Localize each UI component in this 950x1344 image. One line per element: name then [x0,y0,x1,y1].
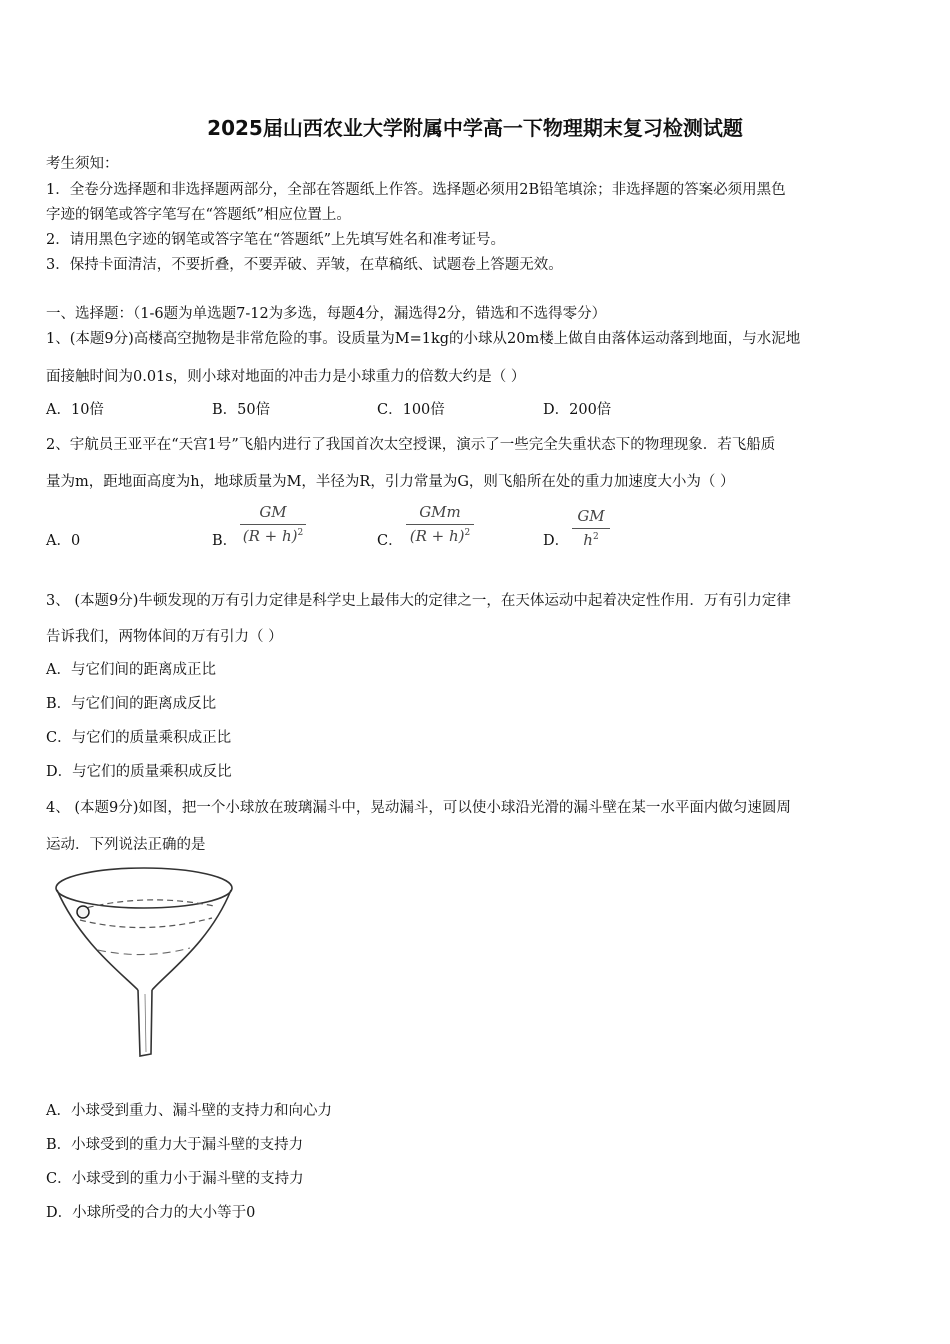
page-title: 2025届山西农业大学附属中学高一下物理期末复习检测试题 [207,116,743,140]
question-4-option-d: D．小球所受的合力的大小等于0 [46,1205,256,1221]
funnel-diagram [50,862,240,1060]
question-2-option-c-formula [406,503,474,545]
section-heading: 一、选择题：（1-6题为单选题7-12为多选，每题4分，漏选得2分，错选和不选得零分） [46,306,607,322]
question-2-option-a: A．0 [46,533,81,549]
question-1-line-1: 1、(本题9分)高楼高空抛物是非常危险的事。设质量为M=1kg的小球从20m楼上做自由落体运动落到地面，与水泥地 [46,331,801,347]
formula-c-denominator: (R + h) [409,527,465,545]
question-2-line-1: 2、宇航员王亚平在“天宫1号”飞船内进行了我国首次太空授课，演示了一些完全失重状态下的物理现象．若飞船质 [46,437,776,453]
stem-highlight [145,994,146,1052]
question-1-option-d: D．200倍 [543,402,612,418]
formula-d-denominator: h [583,531,593,549]
question-3-option-c: C．与它们的质量乘积成正比 [46,730,232,746]
formula-b-denominator: (R + h) [242,527,298,545]
question-1-option-c: C．100倍 [377,402,445,418]
formula-b-exponent: 2 [297,528,304,538]
question-4-option-b: B．小球受到的重力大于漏斗壁的支持力 [46,1137,304,1153]
question-1-option-a: A．10倍 [46,402,104,418]
funnel-rim [56,868,232,908]
question-3-option-d: D．与它们的质量乘积成反比 [46,764,232,780]
notice-item-2: 2．请用黑色字迹的钢笔或答字笔在“答题纸”上先填写姓名和准考证号。 [46,232,506,248]
question-3-option-b: B．与它们间的距离成反比 [46,696,217,712]
formula-b-numerator: GM [259,503,287,521]
question-2-option-b-formula [240,503,306,545]
question-4-line-2: 运动．下列说法正确的是 [46,837,206,853]
question-2-option-d-formula [572,507,610,549]
question-4-option-a: A．小球受到重力、漏斗壁的支持力和向心力 [46,1103,332,1119]
notice-item-1-line-2: 字迹的钢笔或答字笔写在“答题纸”相应位置上。 [46,207,351,223]
formula-c-numerator: GMm [419,503,461,521]
orbit-front [80,918,212,928]
notice-item-1-line-1: 1．全卷分选择题和非选择题两部分，全部在答题纸上作答。选择题必须用2B铅笔填涂；非选择题的答案必须用黑色 [46,182,786,198]
formula-d-numerator: GM [577,507,605,525]
notice-item-3: 3．保持卡面清洁，不要折叠，不要弄破、弄皱，在草稿纸、试题卷上答题无效。 [46,257,563,273]
question-2-option-c-label: C． [377,533,403,549]
question-2-option-d-label: D． [543,533,570,549]
formula-c-exponent: 2 [464,528,471,538]
question-3-line-1: 3、 (本题9分)牛顿发现的万有引力定律是科学史上最伟大的定律之一，在天体运动中起着决定性作用．万有引力定律 [46,593,791,609]
question-1-line-2: 面接触时间为0.01s，则小球对地面的冲击力是小球重力的倍数大约是（ ） [46,369,526,385]
ball [77,906,89,918]
funnel-inner-band [98,948,190,955]
question-3-line-2: 告诉我们，两物体间的万有引力（ ） [46,629,283,645]
question-4-option-c: C．小球受到的重力小于漏斗壁的支持力 [46,1171,304,1187]
formula-d-exponent: 2 [592,532,599,542]
question-2-option-b-label: B． [212,533,238,549]
question-2-line-2: 量为m，距地面高度为h，地球质量为M，半径为R，引力常量为G，则飞船所在处的重力加速度大小为（ ） [46,474,735,490]
question-4-line-1: 4、 (本题9分)如图，把一个小球放在玻璃漏斗中，晃动漏斗，可以使小球沿光滑的漏斗壁在某一水平面内做匀速圆周 [46,800,791,816]
notice-heading: 考生须知： [46,156,119,172]
question-3-option-a: A．与它们间的距离成正比 [46,662,216,678]
question-1-option-b: B．50倍 [212,402,271,418]
